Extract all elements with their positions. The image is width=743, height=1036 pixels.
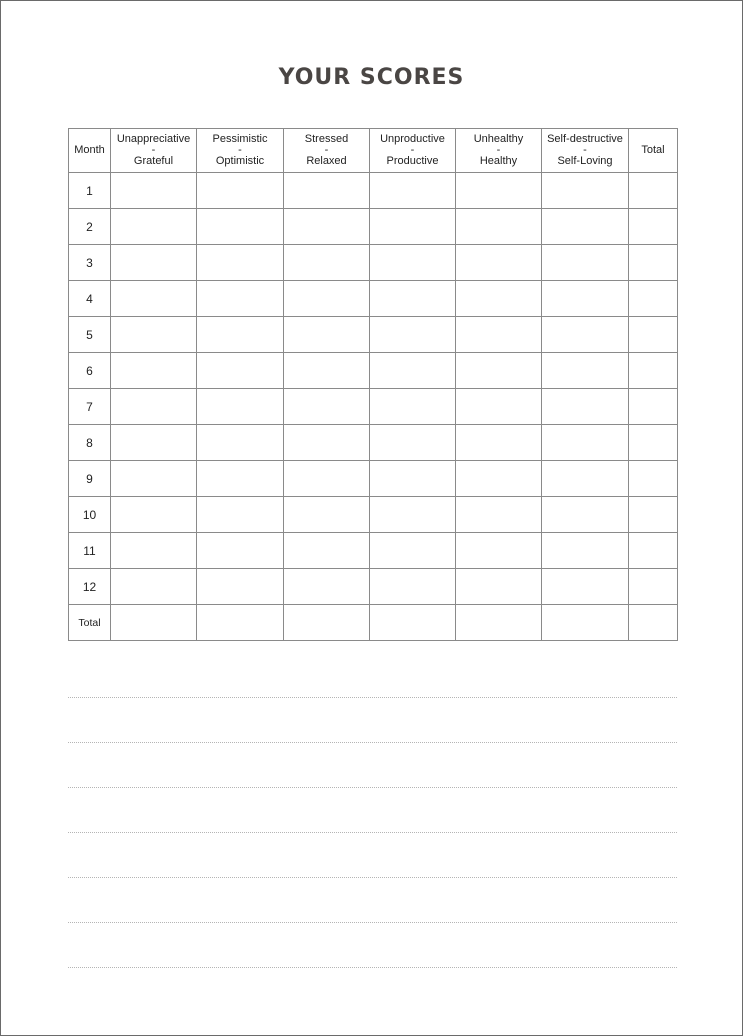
month-row: [69, 569, 678, 605]
score-cell[interactable]: [456, 173, 542, 209]
score-cell[interactable]: [111, 353, 197, 389]
score-cell[interactable]: [284, 173, 370, 209]
score-cell[interactable]: [629, 281, 678, 317]
column-header-optimistic: [197, 129, 284, 173]
score-cell[interactable]: [629, 317, 678, 353]
month-header: Month: [69, 129, 111, 173]
score-cell[interactable]: [370, 425, 456, 461]
header-row: [69, 129, 678, 173]
note-line[interactable]: [68, 787, 677, 788]
score-cell[interactable]: [629, 569, 678, 605]
score-cell[interactable]: [284, 281, 370, 317]
score-cell[interactable]: [542, 533, 629, 569]
score-cell[interactable]: [197, 317, 284, 353]
score-cell[interactable]: [456, 461, 542, 497]
score-cell[interactable]: [370, 497, 456, 533]
score-cell[interactable]: [456, 209, 542, 245]
month-number: 7: [69, 389, 111, 425]
score-cell[interactable]: [111, 389, 197, 425]
month-number: 3: [69, 245, 111, 281]
score-cell[interactable]: [197, 389, 284, 425]
column-header-sep: -: [238, 144, 242, 156]
column-header-top: Unappreciative: [116, 133, 191, 145]
score-cell[interactable]: [197, 245, 284, 281]
score-cell[interactable]: [284, 497, 370, 533]
total-header: Total: [629, 129, 678, 173]
score-cell[interactable]: [111, 317, 197, 353]
score-cell[interactable]: [111, 425, 197, 461]
score-cell[interactable]: [284, 605, 370, 641]
note-line[interactable]: [68, 877, 677, 878]
month-number: 9: [69, 461, 111, 497]
score-cell[interactable]: [542, 425, 629, 461]
score-cell[interactable]: [542, 353, 629, 389]
total-row: [69, 605, 678, 641]
score-cell[interactable]: [629, 605, 678, 641]
column-header-relaxed: [284, 129, 370, 173]
score-cell[interactable]: [284, 317, 370, 353]
score-cell[interactable]: [370, 605, 456, 641]
column-header-productive: [370, 129, 456, 173]
column-header-bottom: Productive: [386, 155, 439, 167]
score-cell[interactable]: [542, 281, 629, 317]
score-cell[interactable]: [197, 497, 284, 533]
note-line[interactable]: [68, 922, 677, 923]
month-number: 1: [69, 173, 111, 209]
column-header-sep: -: [583, 144, 587, 156]
score-cell[interactable]: [370, 569, 456, 605]
month-number: 6: [69, 353, 111, 389]
column-header-top: Unproductive: [380, 133, 445, 145]
score-cell[interactable]: [542, 569, 629, 605]
month-row: [69, 533, 678, 569]
column-header-top: Stressed: [304, 133, 349, 145]
score-cell[interactable]: [284, 245, 370, 281]
score-cell[interactable]: [629, 533, 678, 569]
score-cell[interactable]: [111, 569, 197, 605]
score-cell[interactable]: [456, 533, 542, 569]
score-cell[interactable]: [629, 173, 678, 209]
score-cell[interactable]: [542, 461, 629, 497]
score-cell[interactable]: [111, 281, 197, 317]
score-cell[interactable]: [542, 209, 629, 245]
score-cell[interactable]: [456, 389, 542, 425]
score-cell[interactable]: [370, 533, 456, 569]
month-row: [69, 281, 678, 317]
score-cell[interactable]: [542, 497, 629, 533]
score-cell[interactable]: [456, 497, 542, 533]
score-cell[interactable]: [284, 389, 370, 425]
score-cell[interactable]: [197, 281, 284, 317]
score-cell[interactable]: [629, 425, 678, 461]
column-header-top: Self-destructive: [547, 133, 623, 145]
score-cell[interactable]: [456, 281, 542, 317]
column-header-self-loving: [542, 129, 629, 173]
note-line[interactable]: [68, 832, 677, 833]
score-cell[interactable]: [111, 605, 197, 641]
score-cell[interactable]: [111, 497, 197, 533]
score-cell[interactable]: [370, 353, 456, 389]
score-cell[interactable]: [629, 245, 678, 281]
column-header-grateful: [111, 129, 197, 173]
score-cell[interactable]: [370, 245, 456, 281]
score-cell[interactable]: [284, 209, 370, 245]
column-header-bottom: Grateful: [133, 155, 174, 167]
score-cell[interactable]: [629, 497, 678, 533]
score-cell[interactable]: [629, 353, 678, 389]
score-cell[interactable]: [629, 389, 678, 425]
column-header-top: Unhealthy: [473, 133, 524, 145]
score-cell[interactable]: [197, 569, 284, 605]
score-cell[interactable]: [542, 389, 629, 425]
month-row: [69, 317, 678, 353]
score-cell[interactable]: [629, 209, 678, 245]
column-header-sep: -: [496, 144, 501, 156]
month-number: 8: [69, 425, 111, 461]
score-cell[interactable]: [370, 281, 456, 317]
month-row: [69, 497, 678, 533]
score-cell[interactable]: [542, 245, 629, 281]
score-cell[interactable]: [370, 173, 456, 209]
score-cell[interactable]: [197, 353, 284, 389]
note-line[interactable]: [68, 967, 677, 968]
month-row: [69, 245, 678, 281]
score-cell[interactable]: [456, 425, 542, 461]
score-cell[interactable]: [111, 245, 197, 281]
score-cell[interactable]: [456, 605, 542, 641]
score-cell[interactable]: [197, 461, 284, 497]
column-header-bottom: Optimistic: [215, 155, 265, 167]
score-cell[interactable]: [542, 317, 629, 353]
score-cell[interactable]: [197, 605, 284, 641]
score-cell[interactable]: [111, 533, 197, 569]
score-cell[interactable]: [197, 209, 284, 245]
column-header-bottom: Relaxed: [306, 155, 347, 167]
column-header-sep: -: [324, 144, 329, 156]
month-number: 11: [69, 533, 111, 569]
score-cell[interactable]: [197, 173, 284, 209]
note-line[interactable]: [68, 697, 677, 698]
page-title: YOUR SCORES: [278, 65, 465, 90]
score-cell[interactable]: [456, 317, 542, 353]
score-cell[interactable]: [111, 461, 197, 497]
score-cell[interactable]: [370, 461, 456, 497]
score-cell[interactable]: [197, 533, 284, 569]
score-cell[interactable]: [284, 353, 370, 389]
score-cell[interactable]: [370, 317, 456, 353]
score-cell[interactable]: [197, 425, 284, 461]
month-number: 4: [69, 281, 111, 317]
month-row: [69, 389, 678, 425]
scores-table: [68, 128, 678, 641]
month-number: 10: [69, 497, 111, 533]
month-row: [69, 353, 678, 389]
score-cell[interactable]: [542, 173, 629, 209]
score-rows: [69, 173, 678, 641]
month-row: [69, 209, 678, 245]
score-cell[interactable]: [542, 605, 629, 641]
score-cell[interactable]: [284, 425, 370, 461]
score-cell[interactable]: [370, 209, 456, 245]
score-cell[interactable]: [456, 353, 542, 389]
column-header-bottom: Self-Loving: [557, 155, 613, 167]
column-header-sep: -: [410, 144, 415, 156]
month-number: 12: [69, 569, 111, 605]
score-cell[interactable]: [629, 461, 678, 497]
month-number: 5: [69, 317, 111, 353]
column-header-healthy: [456, 129, 542, 173]
column-header-top: Pessimistic: [212, 133, 268, 145]
score-cell[interactable]: [111, 209, 197, 245]
month-row: [69, 173, 678, 209]
note-line[interactable]: [68, 742, 677, 743]
month-row: [69, 425, 678, 461]
score-cell[interactable]: [284, 569, 370, 605]
month-row: [69, 461, 678, 497]
score-cell[interactable]: [456, 245, 542, 281]
score-cell[interactable]: [370, 389, 456, 425]
column-header-bottom: Healthy: [479, 155, 518, 167]
column-header-sep: -: [151, 144, 156, 156]
month-number: 2: [69, 209, 111, 245]
score-cell[interactable]: [284, 533, 370, 569]
total-row-label: Total: [69, 605, 111, 641]
score-cell[interactable]: [456, 569, 542, 605]
score-cell[interactable]: [284, 461, 370, 497]
score-cell[interactable]: [111, 173, 197, 209]
